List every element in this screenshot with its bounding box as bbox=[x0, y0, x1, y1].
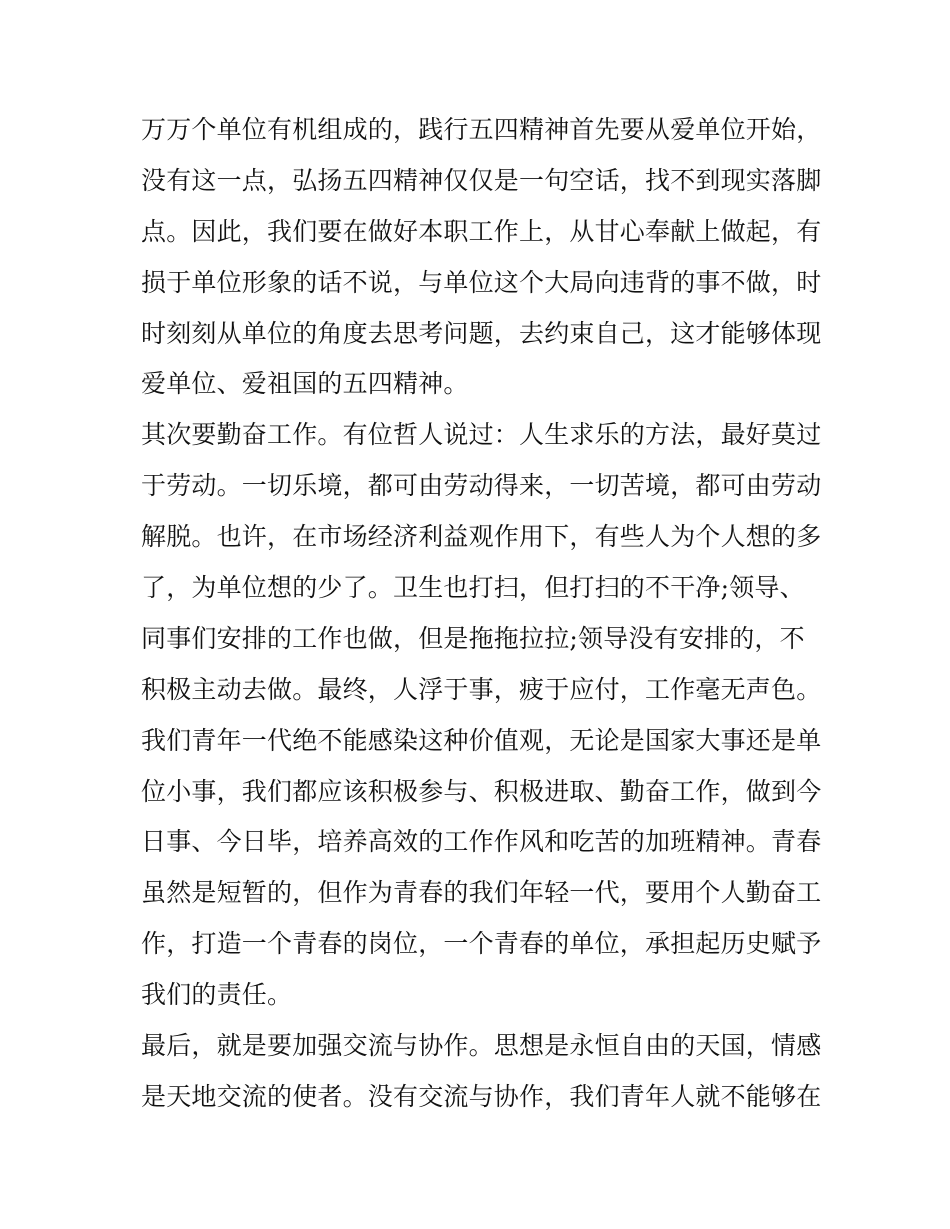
text-line: 时刻刻从单位的角度去思考问题，去约束自己，这才能够体现 bbox=[141, 318, 822, 348]
text-line: 积极主动去做。最终，人浮于事，疲于应付，工作毫无声色。 bbox=[141, 674, 822, 704]
text-line: 爱单位、爱祖国的五四精神。 bbox=[141, 369, 469, 399]
text-line: 没有这一点，弘扬五四精神仅仅是一句空话，找不到现实落脚 bbox=[141, 165, 822, 195]
text-line: 我们的责任。 bbox=[141, 980, 293, 1010]
body-text bbox=[141, 105, 821, 1123]
text-line: 损于单位形象的话不说，与单位这个大局向违背的事不做，时 bbox=[141, 267, 822, 297]
text-line: 日事、今日毕，培养高效的工作作风和吃苦的加班精神。青春 bbox=[141, 827, 822, 857]
text-line: 同事们安排的工作也做，但是拖拖拉拉;领导没有安排的，不 bbox=[141, 623, 805, 653]
text-line: 解脱。也许，在市场经济利益观作用下，有些人为个人想的多 bbox=[141, 522, 822, 552]
text-line: 其次要勤奋工作。有位哲人说过：人生求乐的方法，最好莫过 bbox=[141, 420, 822, 450]
text-line: 于劳动。一切乐境，都可由劳动得来，一切苦境，都可由劳动 bbox=[141, 471, 822, 501]
text-line: 了，为单位想的少了。卫生也打扫，但打扫的不干净;领导、 bbox=[141, 573, 805, 603]
text-line: 我们青年一代绝不能感染这种价值观，无论是国家大事还是单 bbox=[141, 725, 822, 755]
text-line: 是天地交流的使者。没有交流与协作，我们青年人就不能够在 bbox=[141, 1081, 822, 1111]
text-line: 点。因此，我们要在做好本职工作上，从甘心奉献上做起，有 bbox=[141, 216, 822, 246]
text-line: 万万个单位有机组成的，践行五四精神首先要从爱单位开始， bbox=[141, 115, 822, 144]
text-line: 作，打造一个青春的岗位，一个青春的单位，承担起历史赋予 bbox=[141, 929, 822, 959]
text-line: 位小事，我们都应该积极参与、积极进取、勤奋工作，做到今 bbox=[141, 776, 822, 806]
text-line: 虽然是短暂的，但作为青春的我们年轻一代，要用个人勤奋工 bbox=[141, 878, 822, 908]
text-line: 最后，就是要加强交流与协作。思想是永恒自由的天国，情感 bbox=[141, 1031, 822, 1061]
